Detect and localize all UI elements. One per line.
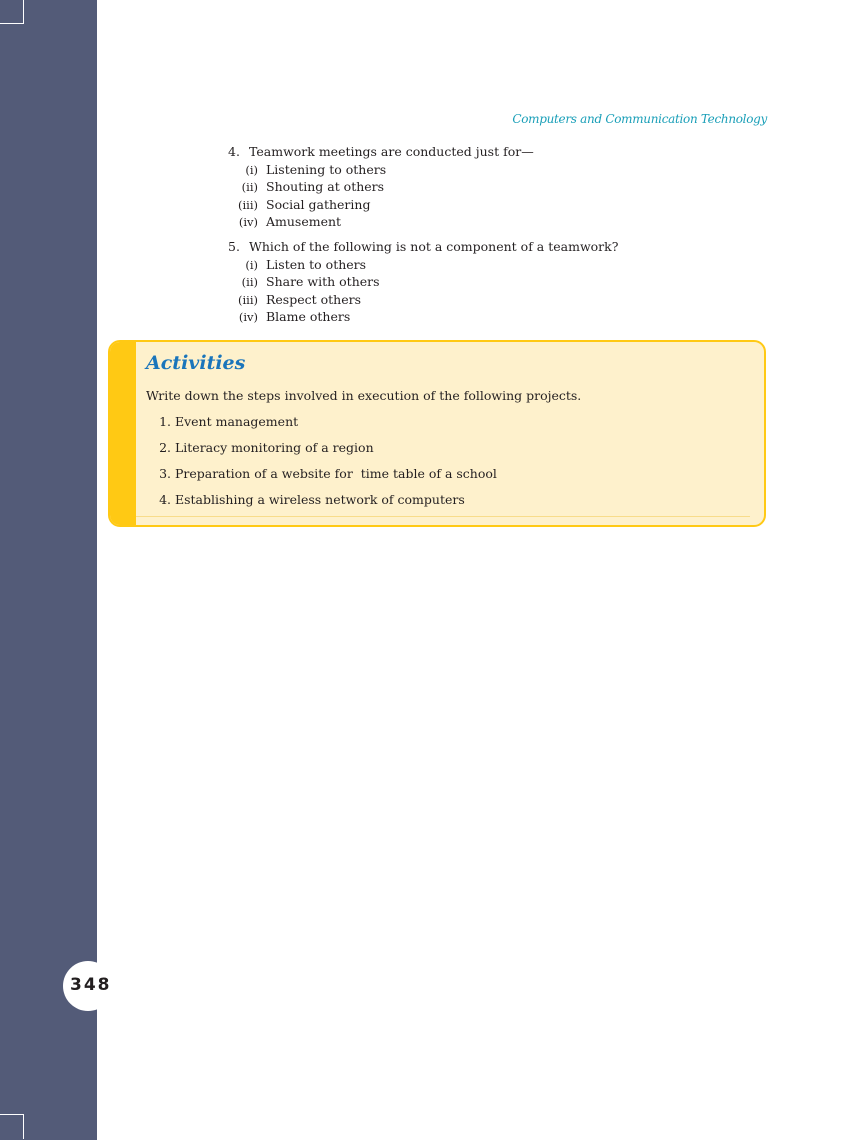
crop-mark-top [0, 0, 24, 24]
activity-item [146, 466, 497, 492]
option-item [228, 161, 534, 179]
option-text: Respect others [266, 291, 362, 307]
activities-stripe [110, 342, 136, 525]
option-text: Listen to others [266, 256, 367, 272]
activity-item-number: 4. [159, 492, 171, 507]
activities-box [108, 340, 766, 527]
activity-item-text: Literacy monitoring of a region [171, 440, 374, 455]
question-4 [228, 143, 534, 231]
option-item [228, 213, 534, 231]
question-number: 5. [228, 239, 240, 254]
activity-item [146, 414, 497, 440]
activity-item-text: Preparation of a website for time table of a school [171, 466, 497, 481]
crop-mark-bottom [0, 1114, 24, 1139]
option-number: (ii) [241, 180, 258, 194]
option-item [228, 178, 534, 196]
question-text: Teamwork meetings are conducted just for— [249, 144, 534, 159]
option-item [228, 308, 618, 326]
option-text: Listening to others [266, 161, 387, 177]
question-text: Which of the following is not a component of a teamwork? [249, 239, 619, 254]
option-text: Blame others [266, 309, 351, 324]
option-number: (iii) [237, 292, 258, 307]
activities-title: Activities [146, 352, 246, 374]
activity-item-number: 2. [159, 440, 171, 455]
activity-item-number: 1. [159, 414, 171, 429]
option-item [228, 273, 618, 291]
running-header: Computers and Communication Technology [512, 112, 767, 126]
activity-item-text: Event management [171, 414, 299, 429]
option-number: (iv) [238, 310, 258, 324]
page-number: 348 [70, 975, 112, 995]
question-line [228, 143, 534, 161]
activities-list [146, 414, 497, 518]
question-5 [228, 238, 618, 326]
question-line [228, 238, 618, 256]
activity-item-text: Establishing a wireless network of computers [171, 492, 465, 507]
activity-item-number: 3. [159, 466, 171, 481]
option-text: Social gathering [266, 196, 371, 212]
option-number: (iv) [238, 215, 258, 229]
option-text: Share with others [266, 274, 380, 289]
question-number: 4. [228, 144, 240, 159]
activity-item [146, 440, 497, 466]
option-item [228, 291, 618, 309]
option-number: (i) [245, 162, 258, 177]
activity-item [146, 492, 497, 518]
option-number: (ii) [241, 275, 258, 289]
option-item [228, 196, 534, 214]
option-text: Amusement [266, 214, 342, 229]
activities-intro: Write down the steps involved in execution of the following projects. [146, 388, 582, 403]
option-number: (iii) [237, 197, 258, 212]
option-item [228, 256, 618, 274]
option-text: Shouting at others [266, 179, 385, 194]
option-number: (i) [245, 257, 258, 272]
